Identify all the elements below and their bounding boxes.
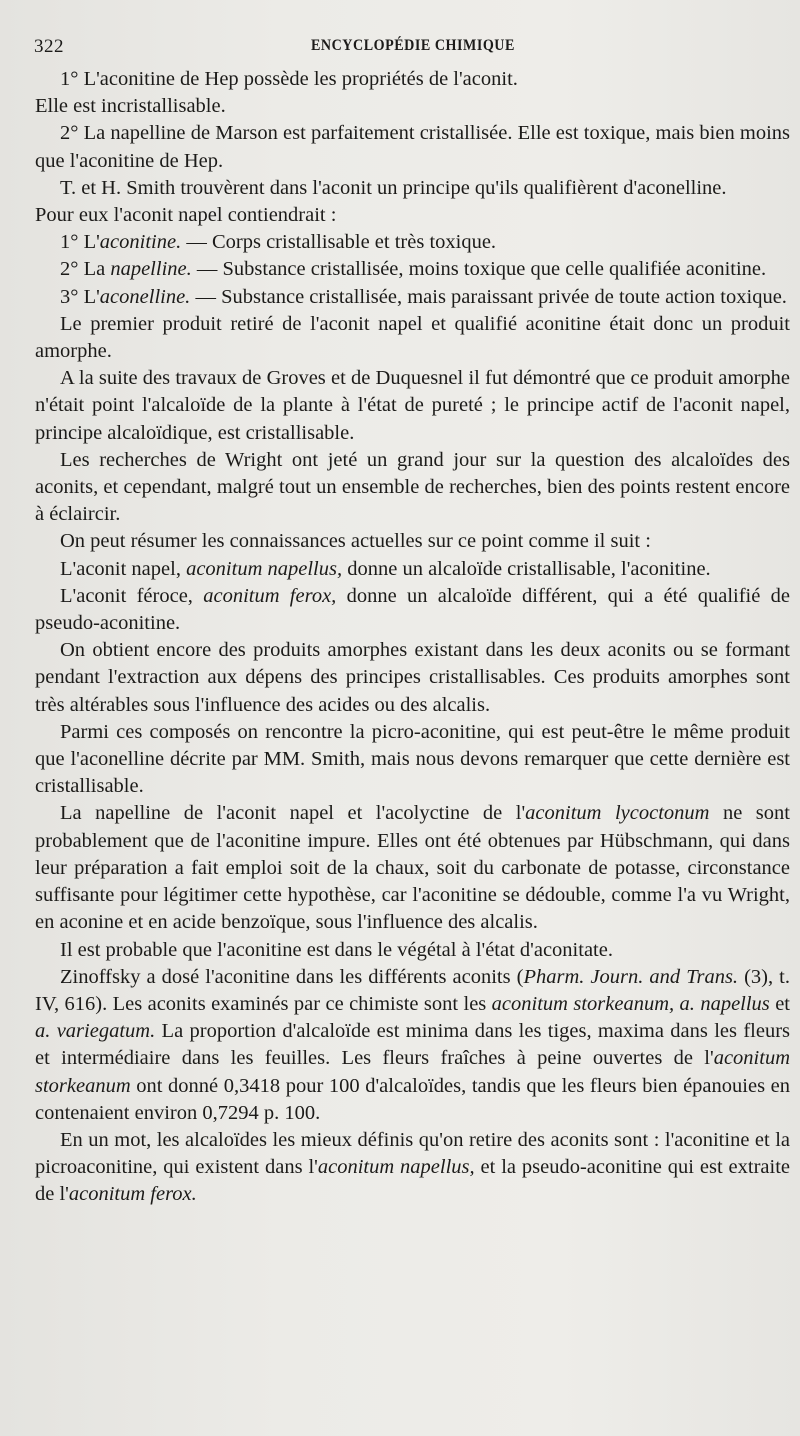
paragraph (35, 583, 790, 637)
paragraph (35, 365, 790, 447)
italic-text: aconitine. (99, 231, 182, 254)
text-run: Zinoffsky a dosé l'aconitine dans les différents aconits ( (60, 965, 524, 988)
text-run: En un mot, les alcaloïdes les mieux définis qu'on retire des aconits sont : l'aconitine et la picroaconitine, qui existent dans l' (35, 1128, 790, 1179)
paragraph (35, 66, 790, 93)
text-run: ne sont probablement que de l'aconitine impure. Elles ont été obtenues par Hübschmann, qui dans leur préparation a fait emploi soit de la chaux, soit du carbonate de potasse, circonstance suffisante pour légitimer cette hypothèse, car l'aconitine se dédouble, comme l'a vu Wright, en aconine et en acide benzoïque, sous l'influence des alcalis. (35, 802, 790, 934)
paragraph (35, 637, 790, 719)
italic-text: aconitum napellus, (317, 1156, 475, 1179)
italic-text: aconelline. (99, 285, 191, 308)
paragraph (35, 1127, 790, 1209)
paragraph (35, 800, 790, 936)
text-run: — Corps cristallisable et très toxique. (181, 231, 497, 254)
text-run: 3° L' (60, 285, 100, 308)
italic-text: aconitum napellus, (186, 557, 343, 580)
text-run: L'aconit napel, (60, 557, 187, 580)
text-run: Pour eux l'aconit napel contiendrait : (35, 204, 337, 227)
paragraph (35, 229, 790, 256)
paragraph (35, 202, 790, 229)
paragraph (35, 937, 790, 964)
paragraph (35, 528, 790, 555)
page-header (34, 36, 780, 60)
text-run: Elle est incristallisable. (35, 95, 226, 118)
text-run: On peut résumer les connaissances actuelles sur ce point comme il suit : (60, 530, 651, 553)
text-run: Le premier produit retiré de l'aconit napel et qualifié aconitine était donc un produit amorphe. (35, 312, 790, 363)
page-number: 322 (34, 36, 64, 57)
italic-text: aconitum storkeanum, a. napellus (491, 992, 770, 1015)
text-run: donne un alcaloïde cristallisable, l'aconitine. (342, 557, 711, 580)
text-run: — Substance cristallisée, mais paraissant privée de toute action toxique. (190, 285, 787, 308)
italic-text: aconitum ferox, (203, 584, 337, 607)
italic-text: napelline. (110, 258, 192, 281)
paragraph (35, 120, 790, 174)
text-run: (3), t. IV, 616). Les aconits examinés par ce chimiste sont les (35, 965, 790, 1015)
paragraph (35, 447, 790, 529)
paragraph (35, 256, 790, 283)
italic-text: aconitum storkeanum (35, 1047, 790, 1097)
italic-text: aconitum ferox. (68, 1183, 197, 1206)
text-run: A la suite des travaux de Groves et de Duquesnel il fut démontré que ce produit amorphe n'était point l'alcaloïde de la plante à l'état de pureté ; le principe actif de l'aconit napel, principe alcaloïdique, est cristallisable. (35, 367, 790, 444)
text-run: Les recherches de Wright ont jeté un grand jour sur la question des alcaloïdes des aconits, et cependant, malgré tout un ensemble de recherches, bien des points restent encore à éclaircir. (35, 448, 790, 526)
text-run: 1° L'aconitine de Hep possède les propriétés de l'aconit. (60, 68, 518, 90)
text-run: — Substance cristallisée, moins toxique que celle qualifiée aconitine. (191, 258, 767, 281)
text-run: On obtient encore des produits amorphes existant dans les deux aconits ou se formant pendant l'extraction aux dépens des principes cristallisables. Ces produits amorphes sont très altérables sous l'influence des acides ou des alcalis. (35, 639, 790, 716)
text-run: donne un alcaloïde différent, qui a été qualifié de pseudo-aconitine. (35, 584, 790, 635)
text-run: 2° La napelline de Marson est parfaitement cristallisée. Elle est toxique, mais bien moins que l'aconitine de Hep. (35, 122, 790, 172)
text-run: ont donné 0,3418 pour 100 d'alcaloïdes, tandis que les fleurs bien épanouies en contenaient environ 0,7294 p. 100. (35, 1074, 790, 1124)
text-run: La napelline de l'aconit napel et l'acolyctine de l' (60, 802, 526, 825)
text-run: T. et H. Smith trouvèrent dans l'aconit un principe qu'ils qualifièrent d'aconelline. (60, 176, 727, 199)
text-run: et la pseudo-aconitine qui est extraite de l' (35, 1156, 790, 1206)
paragraph (35, 284, 790, 311)
body-text (35, 66, 790, 1209)
paragraph (35, 719, 790, 801)
text-run: 1° L' (60, 231, 100, 254)
text-run: Parmi ces composés on rencontre la picro-aconitine, qui est peut-être le même produit que l'aconelline décrite par MM. Smith, mais nous devons remarquer que cette dernière est cristallisable. (35, 720, 790, 798)
italic-text: Pharm. Journ. and Trans. (523, 965, 739, 988)
text-run: La proportion d'alcaloïde est minima dans les tiges, maxima dans les fleurs et intermédiaire dans les feuilles. Les fleurs fraîches à peine ouvertes de l' (35, 1020, 791, 1070)
text-run: Il est probable que l'aconitine est dans le végétal à l'état d'aconitate. (60, 938, 613, 961)
text-run: et (769, 992, 790, 1015)
italic-text: aconitum lycoctonum (525, 802, 710, 825)
paragraph (35, 964, 790, 1127)
italic-text: a. variegatum. (35, 1020, 156, 1043)
paragraph (35, 93, 790, 120)
text-run: L'aconit féroce, (60, 584, 204, 607)
paragraph (35, 556, 790, 583)
paragraph (35, 175, 790, 202)
paragraph (35, 311, 790, 365)
text-run: 2° La (60, 258, 111, 281)
running-title: ENCYCLOPÉDIE CHIMIQUE (311, 37, 515, 54)
